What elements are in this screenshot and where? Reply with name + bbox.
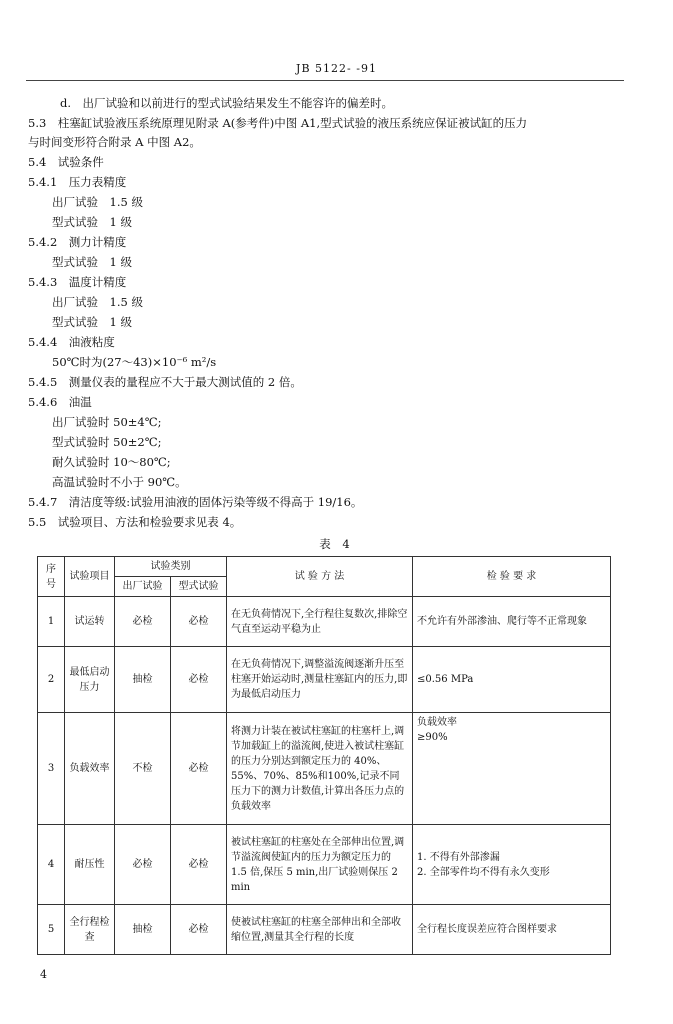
- cell-type: 必检: [171, 647, 227, 713]
- cell-item: 最低启动压力: [65, 647, 115, 713]
- text-line: 5.3 柱塞缸试验液压系统原理见附录 A(参考件)中图 A1,型式试验的液压系统应保证被试缸的压力: [28, 116, 528, 130]
- cell-method: 被试柱塞缸的柱塞处在全部伸出位置,调节溢流阀使缸内的压力为额定压力的 1.5 倍,保压 5 min,出厂试验则保压 2 min: [227, 825, 413, 905]
- cell-type: 必检: [171, 597, 227, 647]
- text-line: 5.4.4 油液粘度: [28, 335, 115, 349]
- cell-seq: 4: [38, 825, 65, 905]
- cell-factory: 必检: [115, 597, 171, 647]
- cell-type: 必检: [171, 825, 227, 905]
- table-row: [38, 825, 611, 905]
- text-line: 与时间变形符合附录 A 中图 A2。: [28, 135, 201, 149]
- header-seq: 序号: [38, 557, 65, 597]
- table-title: 表 4: [319, 537, 354, 551]
- cell-type: 必检: [171, 905, 227, 955]
- header-requirement: 检 验 要 求: [413, 557, 611, 597]
- cell-factory: 抽检: [115, 647, 171, 713]
- cell-item: 负载效率: [65, 713, 115, 825]
- table-row: [38, 713, 611, 825]
- text-line: 高温试验时不小于 90℃。: [52, 475, 187, 489]
- text-line: 耐久试验时 10～80℃;: [52, 455, 171, 469]
- text-line: 出厂试验 1.5 级: [52, 195, 143, 209]
- text-line: d. 出厂试验和以前进行的型式试验结果发生不能容许的偏差时。: [60, 96, 394, 110]
- header-type: 型式试验: [171, 577, 227, 597]
- text-line: 5.4.2 测力计精度: [28, 235, 127, 249]
- table-row: [38, 905, 611, 955]
- cell-method: 使被试柱塞缸的柱塞全部伸出和全部收缩位置,测量其全行程的长度: [227, 905, 413, 955]
- header-item: 试验项目: [65, 557, 115, 597]
- cell-item: 全行程检查: [65, 905, 115, 955]
- cell-seq: 3: [38, 713, 65, 825]
- cell-factory: 不检: [115, 713, 171, 825]
- text-line: 型式试验 1 级: [52, 255, 132, 269]
- text-line: 型式试验时 50±2℃;: [52, 435, 162, 449]
- text-line: 5.4.5 测量仪表的量程应不大于最大测试值的 2 倍。: [28, 375, 302, 389]
- cell-method: 在无负荷情况下,全行程往复数次,排除空气直至运动平稳为止: [227, 597, 413, 647]
- document-header: JB 5122- -91: [296, 62, 377, 75]
- cell-item: 耐压性: [65, 825, 115, 905]
- text-line: 50℃时为(27～43)×10⁻⁶ m²/s: [52, 355, 217, 369]
- cell-seq: 2: [38, 647, 65, 713]
- table-row: [38, 597, 611, 647]
- text-line: 5.4.1 压力表精度: [28, 175, 127, 189]
- cell-factory: 抽检: [115, 905, 171, 955]
- cell-requirement: 负载效率 ≥90%: [413, 713, 611, 825]
- cell-method: 在无负荷情况下,调整溢流阀逐渐升压至柱塞开始运动时,测量柱塞缸内的压力,即为最低启动压力: [227, 647, 413, 713]
- cell-requirement: 全行程长度误差应符合图样要求: [413, 905, 611, 955]
- text-line: 5.4.3 温度计精度: [28, 275, 127, 289]
- cell-requirement: 1. 不得有外部渗漏 2. 全部零件均不得有永久变形: [413, 825, 611, 905]
- header-rule: [26, 80, 624, 81]
- cell-requirement: 不允许有外部渗油、爬行等不正常现象: [413, 597, 611, 647]
- table-row: [38, 647, 611, 713]
- cell-method: 将测力计装在被试柱塞缸的柱塞杆上,调节加载缸上的溢流阀,使进入被试柱塞缸的压力分别达到额定压力的 40%、55%、70%、85%和100%,记录不同压力下的测力计数值,计算出各压力点的负载效率: [227, 713, 413, 825]
- text-line: 5.4.6 油温: [28, 395, 92, 409]
- cell-factory: 必检: [115, 825, 171, 905]
- cell-item: 试运转: [65, 597, 115, 647]
- text-line: 型式试验 1 级: [52, 315, 132, 329]
- cell-seq: 5: [38, 905, 65, 955]
- header-factory: 出厂试验: [115, 577, 171, 597]
- header-category: 试验类别: [115, 557, 227, 577]
- text-line: 型式试验 1 级: [52, 215, 132, 229]
- table-header-row: [38, 557, 611, 577]
- text-line: 5.4 试验条件: [28, 155, 104, 169]
- cell-requirement: ≤0.56 MPa: [413, 647, 611, 713]
- text-line: 5.5 试验项目、方法和检验要求见表 4。: [28, 515, 242, 529]
- text-line: 出厂试验 1.5 级: [52, 295, 143, 309]
- header-method: 试 验 方 法: [227, 557, 413, 597]
- cell-type: 必检: [171, 713, 227, 825]
- page-number: 4: [40, 968, 47, 981]
- text-line: 5.4.7 清洁度等级:试验用油液的固体污染等级不得高于 19/16。: [28, 495, 363, 509]
- test-table: [37, 556, 611, 955]
- text-line: 出厂试验时 50±4℃;: [52, 415, 162, 429]
- cell-seq: 1: [38, 597, 65, 647]
